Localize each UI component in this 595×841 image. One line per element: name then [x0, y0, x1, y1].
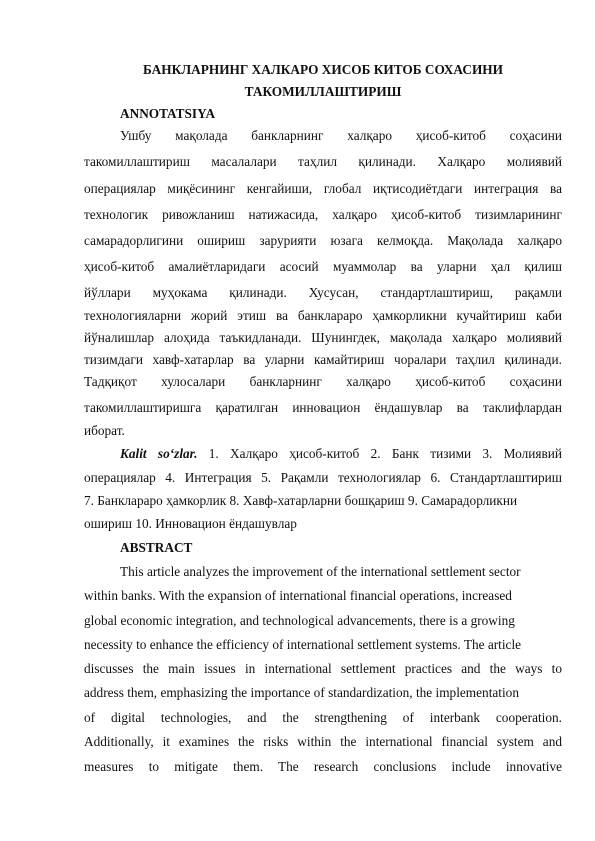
annotation-line: Тадқиқот хулосалари банкларнинг халқаро ҳисоб-китоб соҳасини — [84, 374, 562, 389]
annotation-line: такомиллаштириш масалалари таҳлил қилинади. Халқаро молиявий — [84, 154, 562, 169]
article-title-line-1: БАНКЛАРНИНГ ХАЛКАРО ХИСОБ КИТОБ СОХАСИНИ — [143, 62, 503, 77]
annotation-line: тизимдаги хавф-хатарлар ва уларни камайтириш чоралари таҳлил қилинади. — [84, 352, 562, 367]
abstract-line: measures to mitigate them. The research conclusions include innovative — [84, 759, 562, 774]
abstract-line: discusses the main issues in international settlement practices and the ways to — [84, 661, 562, 676]
keywords-line-2: операциялар 4. Интеграция 5. Рақамли технологиялар 6. Стандартлаштириш — [84, 470, 562, 485]
abstract-line: address them, emphasizing the importance of standardization, the implementation — [84, 685, 519, 700]
annotation-line: йўналишлар алоҳида таъкидланади. Шунингдек, мақолада халқаро молиявий — [84, 330, 562, 345]
article-title-line-2: ТАКОМИЛЛАШТИРИШ — [244, 84, 402, 99]
abstract-line: global economic integration, and technological advancements, there is a growing — [84, 613, 515, 628]
annotation-line: Ушбу мақолада банкларнинг халқаро ҳисоб-китоб соҳасини — [120, 128, 562, 143]
annotation-line: иборат. — [84, 423, 125, 438]
annotation-line: технологияларни жорий этиш ва банклараро ҳамкорликни кучайтириш каби — [84, 308, 562, 323]
annotation-line: самарадорлигини ошириш зарурияти юзага келмоқда. Мақолада халқаро — [84, 233, 562, 248]
keywords-line-4: ошириш 10. Инновацион ёндашувлар — [84, 516, 297, 531]
keywords-line-1 — [120, 443, 562, 465]
abstract-heading: ABSTRACT — [120, 540, 193, 555]
annotation-line: технологик ривожланиш натижасида, халқаро ҳисоб-китоб тизимларининг — [84, 207, 562, 222]
keywords-line-3: 7. Банклараро ҳамкорлик 8. Хавф-хатарларни бошқариш 9. Самарадорликни — [84, 493, 518, 508]
annotation-line: операциялар миқёсининг кенгайиши, глобал иқтисодиётдаги интеграция ва — [84, 181, 562, 196]
abstract-line: This article analyzes the improvement of the international settlement sector — [120, 564, 521, 579]
abstract-line: Additionally, it examines the risks within the international financial system and — [84, 734, 562, 749]
abstract-line: within banks. With the expansion of international financial operations, increased — [84, 588, 512, 603]
annotation-line: йўллари муҳокама қилинади. Хусусан, стандартлаштириш, рақамли — [84, 285, 562, 300]
abstract-line: of digital technologies, and the strengthening of interbank cooperation. — [84, 710, 562, 725]
annotation-line: такомиллаштиришга қаратилган инновацион ёндашувлар ва таклифлардан — [84, 400, 562, 415]
annotation-heading: ANNOTATSIYA — [120, 106, 216, 121]
keywords-label: Kalit so‘zlar. — [120, 446, 198, 461]
abstract-line: necessity to enhance the efficiency of international settlement systems. The article — [84, 637, 522, 652]
keywords-text: 1. Халқаро ҳисоб-китоб 2. Банк тизими 3. Молиявий — [197, 446, 563, 461]
annotation-line: ҳисоб-китоб амалиётларидаги асосий муаммолар ва уларни ҳал қилиш — [84, 259, 562, 274]
